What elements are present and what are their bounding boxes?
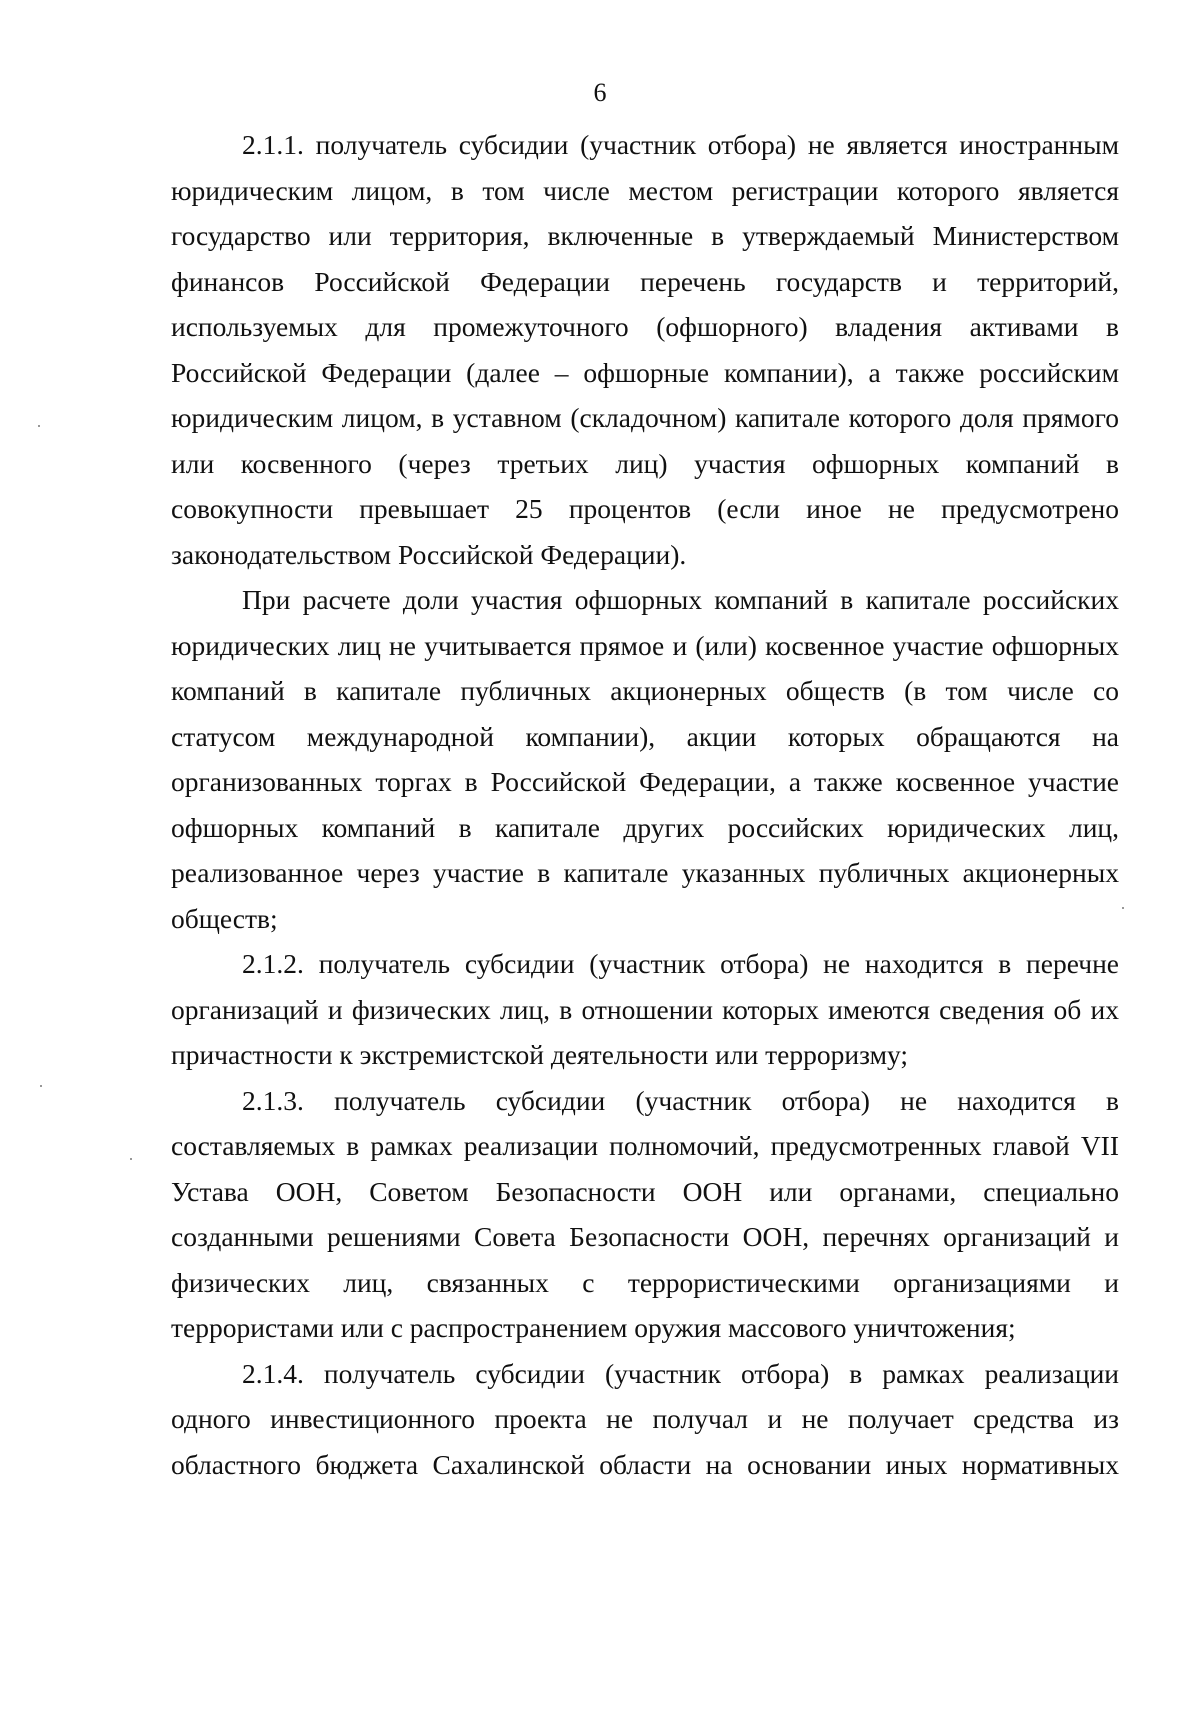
text-line: 2.1.2. получатель субсидии (участник отбора) не находится в перечне — [242, 948, 1119, 979]
text-line: 2.1.3. получатель субсидии (участник отбора) не находится в — [242, 1085, 1119, 1116]
text-line: одного инвестиционного проекта не получал и не получает средства из — [171, 1403, 1119, 1434]
text-line: юридических лиц не учитывается прямое и (или) косвенное участие офшорных — [171, 630, 1119, 661]
text-line: совокупности превышает 25 процентов (если иное не предусмотрено — [171, 493, 1119, 524]
text-line: 2.1.4. получатель субсидии (участник отбора) в рамках реализации — [242, 1358, 1119, 1389]
text-line: При расчете доли участия офшорных компаний в капитале российских — [242, 584, 1119, 615]
text-line: созданными решениями Совета Безопасности ООН, перечнях организаций и — [171, 1221, 1119, 1252]
text-line: Российской Федерации (далее – офшорные компании), а также российским — [171, 357, 1119, 388]
text-line: областного бюджета Сахалинской области на основании иных нормативных — [171, 1449, 1119, 1480]
text-line: офшорных компаний в капитале других российских юридических лиц, — [171, 812, 1119, 843]
text-line: финансов Российской Федерации перечень государств и территорий, — [171, 266, 1119, 297]
text-line: юридическим лицом, в уставном (складочном) капитале которого доля прямого — [171, 402, 1119, 433]
text-line: физических лиц, связанных с террористическими организациями и — [171, 1267, 1119, 1298]
text-line: организованных торгах в Российской Федерации, а также косвенное участие — [171, 766, 1119, 797]
text-line: государство или территория, включенные в утверждаемый Министерством — [171, 220, 1119, 251]
page-number: 6 — [593, 78, 607, 107]
text-line: юридическим лицом, в том числе местом регистрации которого является — [171, 175, 1119, 206]
scan-speck — [40, 1085, 42, 1087]
text-line: законодательством Российской Федерации). — [171, 539, 687, 570]
text-line: 2.1.1. получатель субсидии (участник отбора) не является иностранным — [242, 129, 1119, 160]
scan-speck — [130, 1158, 132, 1160]
text-line: составляемых в рамках реализации полномочий, предусмотренных главой VII — [171, 1130, 1119, 1161]
text-line: статусом международной компании), акции которых обращаются на — [171, 721, 1119, 752]
scan-speck — [38, 425, 40, 427]
text-line: используемых для промежуточного (офшорного) владения активами в — [171, 311, 1119, 342]
text-line: террористами или с распространением оружия массового уничтожения; — [171, 1312, 1016, 1343]
text-line: организаций и физических лиц, в отношении которых имеются сведения об их — [171, 994, 1119, 1025]
scan-speck — [1122, 907, 1124, 909]
text-line: компаний в капитале публичных акционерных обществ (в том числе со — [171, 675, 1119, 706]
text-line: обществ; — [171, 903, 278, 934]
text-line: или косвенного (через третьих лиц) участия офшорных компаний в — [171, 448, 1119, 479]
text-line: реализованное через участие в капитале указанных публичных акционерных — [171, 857, 1119, 888]
text-line: причастности к экстремистской деятельности или терроризму; — [171, 1039, 909, 1070]
text-line: Устава ООН, Советом Безопасности ООН или органами, специально — [171, 1176, 1119, 1207]
